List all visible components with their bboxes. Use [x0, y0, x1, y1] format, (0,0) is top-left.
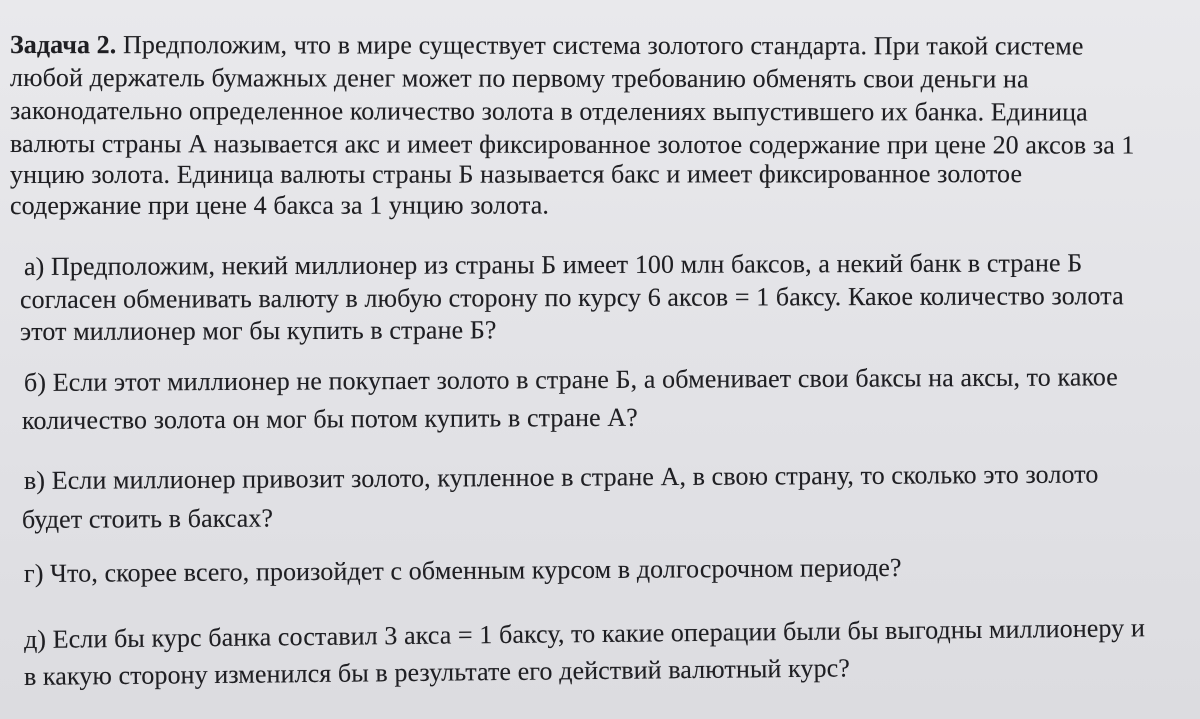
- question-d-line-1: д) Если бы курс банка составил 3 акса = 1 баксу, то какие операции были бы выгодны миллионеру и: [23, 613, 1146, 654]
- question-a-line-2: согласен обменивать валюту в любую сторону по курсу 6 аксов = 1 баксу. Какое количество золота: [19, 281, 1124, 314]
- question-b-line-1: б) Если этот миллионер не покупает золото в стране Б, а обменивает свои баксы на аксы, то какое: [23, 362, 1118, 397]
- question-d-line-2: в какую сторону изменился бы в результате его действий валютный курс?: [23, 653, 851, 691]
- question-v-line-1: в) Если миллионер привозит золото, купленное в стране А, в свою страну, то сколько это золото: [23, 459, 1099, 495]
- task-title: Задача 2.: [9, 30, 117, 60]
- task-intro-line-3: законодательно определенное количество золота в отделениях выпустившего их банка. Единица: [9, 96, 1088, 127]
- question-b-line-2: количество золота он мог бы потом купить в стране А?: [21, 402, 638, 435]
- task-intro-line-6: содержание при цене 4 бакса за 1 унцию золота.: [9, 190, 550, 220]
- question-v-line-2: будет стоить в баксах?: [21, 503, 274, 534]
- task-intro-line-2: любой держатель бумажных денег может по первому требованию обменять свои деньги на: [9, 63, 1029, 94]
- question-a-line-3: этот миллионер мог бы купить в стране Б?: [19, 315, 497, 346]
- task-intro-line-1: [10, 30, 1084, 61]
- question-g-line-1: г) Что, скорее всего, произойдет с обменным курсом в долгосрочном периоде?: [23, 552, 902, 588]
- task-intro-line-4: валюты страны А называется акс и имеет фиксированное золотое содержание при цене 20 аксов за 1: [9, 129, 1135, 160]
- task-intro-text-1: Предположим, что в мире существует система золотого стандарта. При такой системе: [122, 30, 1084, 61]
- question-a-line-1: а) Предположим, некий миллионер из страны Б имеет 100 млн баксов, а некий банк в стране Б: [23, 248, 1083, 281]
- task-intro-line-5: унцию золота. Единица валюты страны Б называется бакс и имеет фиксированное золотое: [9, 159, 1023, 189]
